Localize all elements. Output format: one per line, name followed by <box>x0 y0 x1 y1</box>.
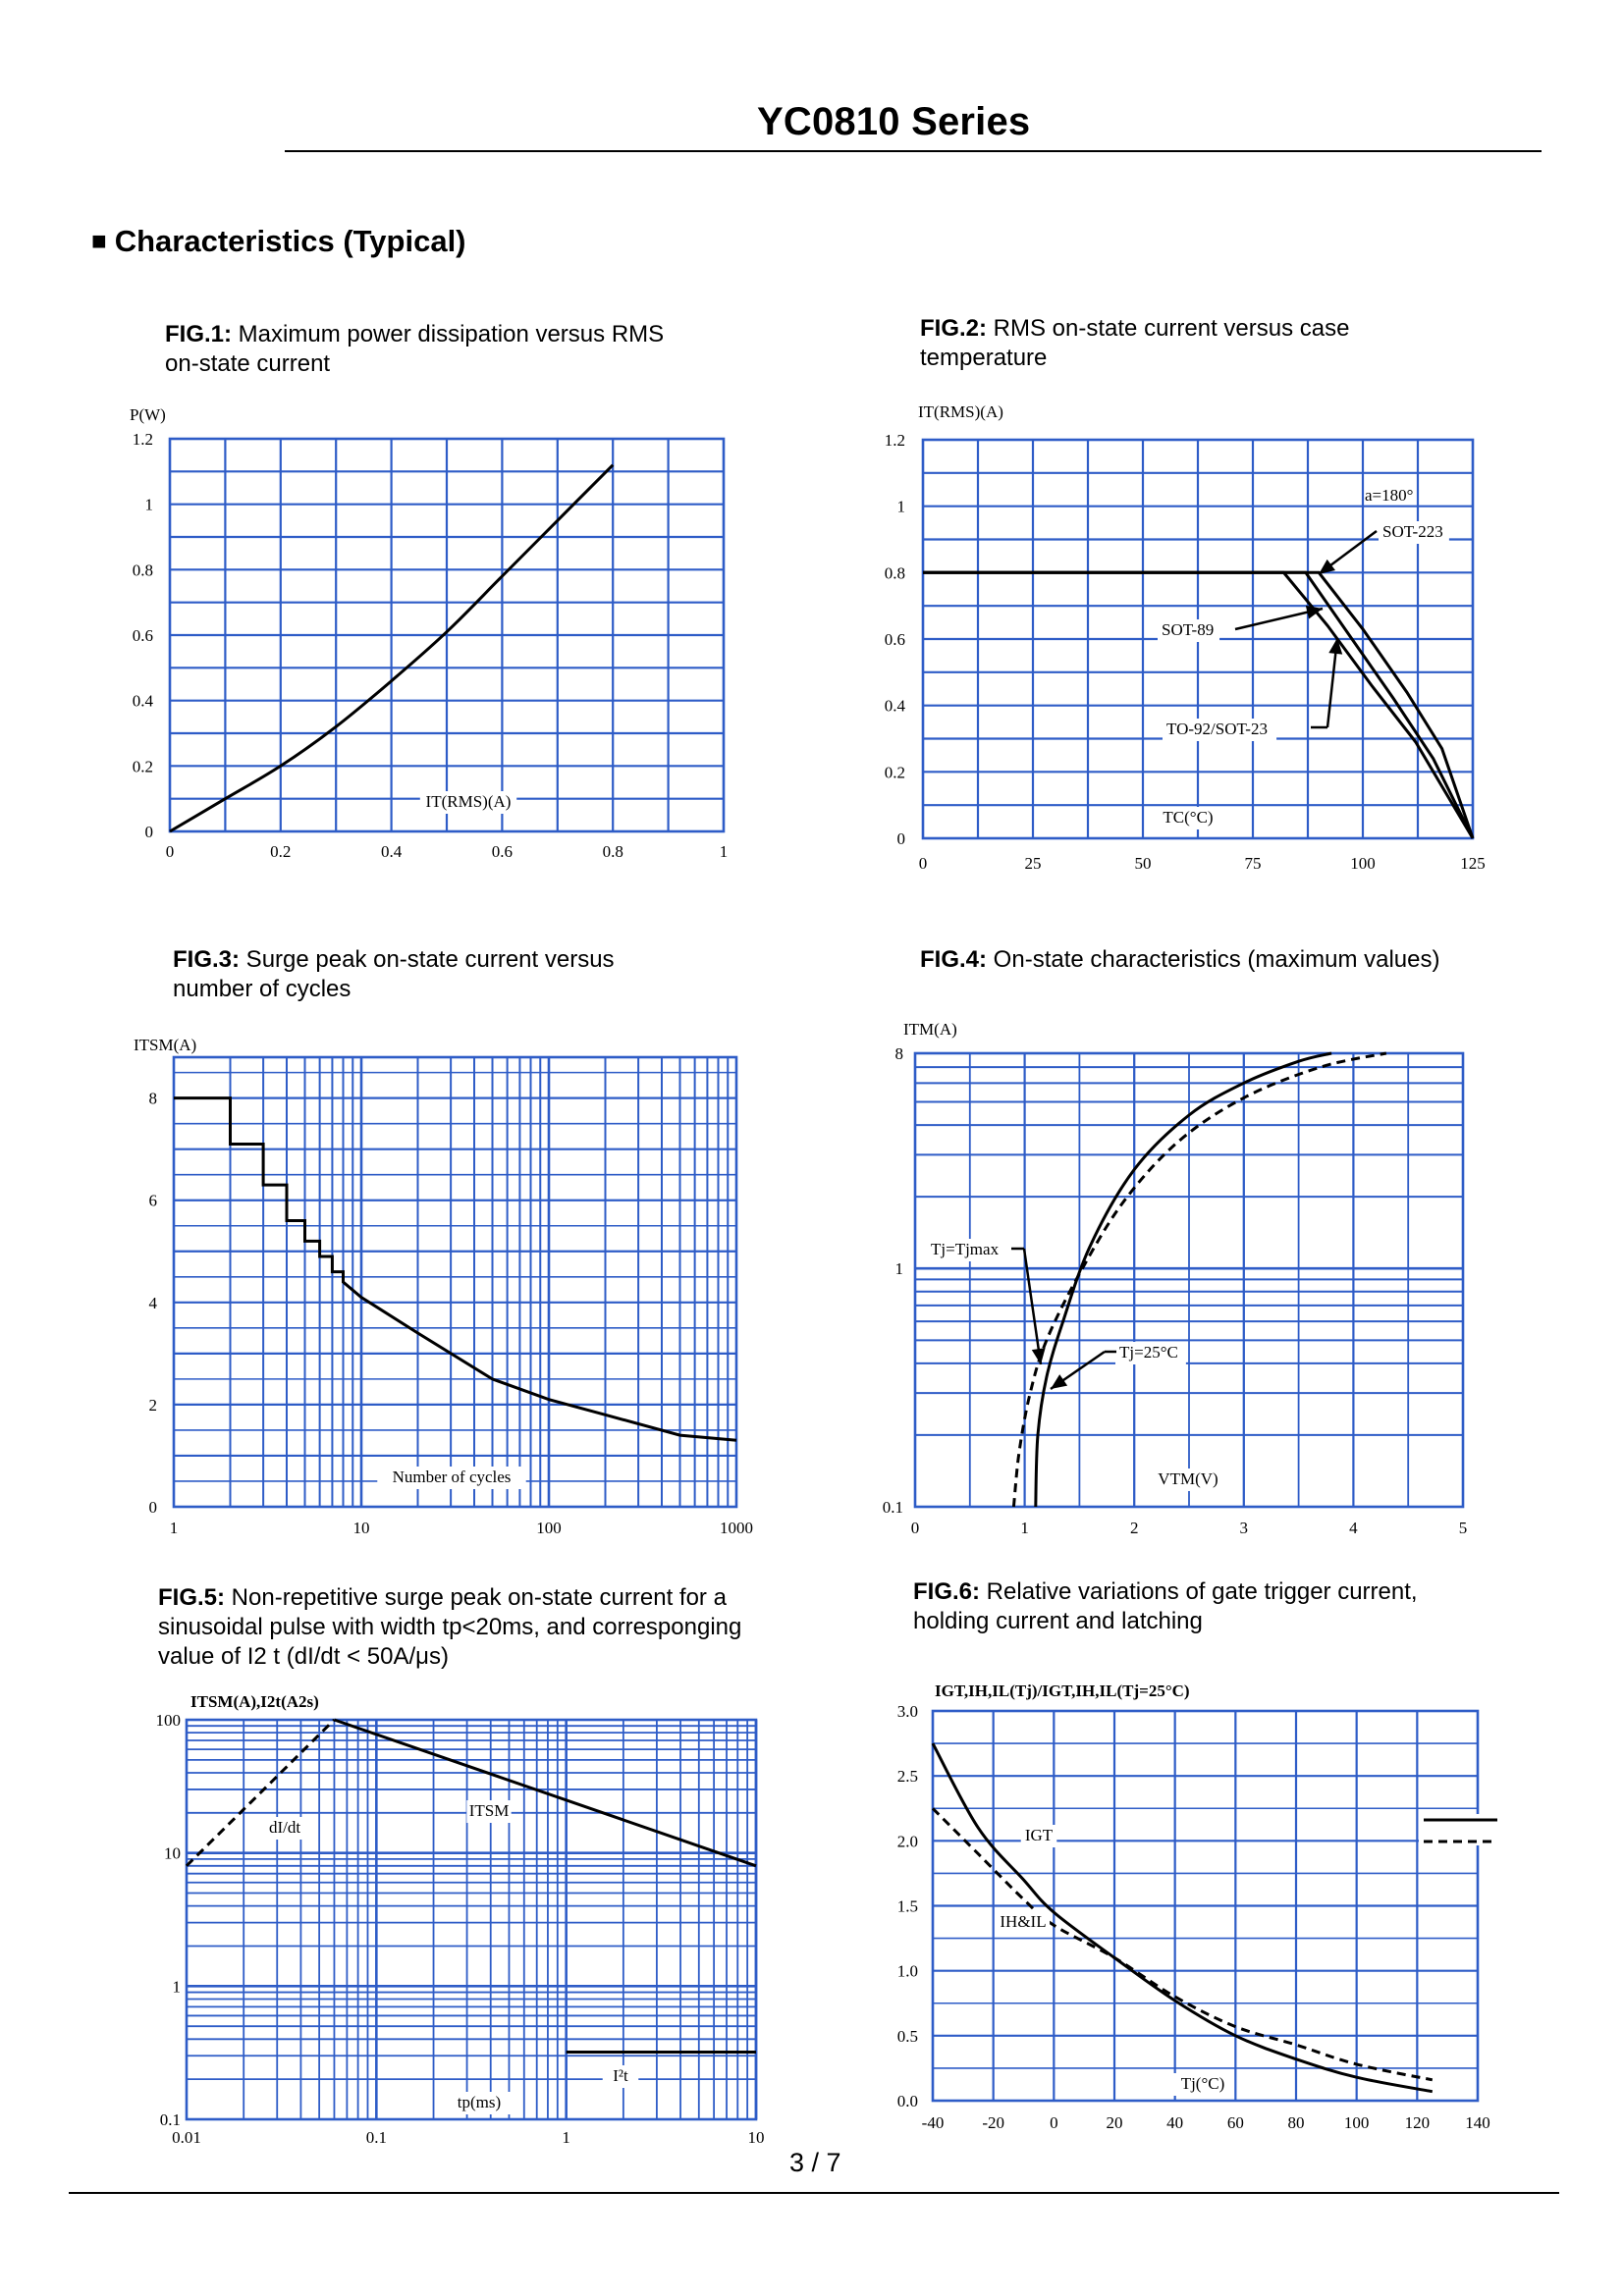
fig4-label: FIG.4: <box>920 946 988 973</box>
fig5-ylabel: ITSM(A),I2t(A2s) <box>190 1692 319 1711</box>
fig1-ytick-label: 0.8 <box>132 561 153 580</box>
fig4-arrow-tjmax <box>1024 1249 1041 1364</box>
fig1-xtick-label: 0.2 <box>270 842 292 861</box>
fig2-ytick-label: 1 <box>896 497 905 516</box>
fig5-xtick-label: 1 <box>562 2128 570 2147</box>
fig4-ytick-label: 1 <box>894 1259 903 1279</box>
fig4-xtick-label: 3 <box>1239 1519 1249 1537</box>
fig3-xtick-label: 1 <box>169 1519 179 1537</box>
fig3-xtick-label: 10 <box>352 1519 370 1537</box>
fig5-ytick-label: 1 <box>172 1977 181 1997</box>
fig2-ytick-label: 0.6 <box>884 630 905 649</box>
fig6-ytick-label: 3.0 <box>896 1702 918 1721</box>
section-title: Characteristics (Typical) <box>114 224 466 258</box>
fig3-xtick-label: 1000 <box>720 1519 753 1537</box>
fig3-xlabel: Number of cycles <box>392 1468 512 1486</box>
footer-rule <box>69 2192 1559 2194</box>
fig3-ytick-label: 8 <box>148 1089 157 1108</box>
fig4-xtick-label: 1 <box>1020 1519 1029 1537</box>
fig6-xtick-label: -40 <box>921 2113 945 2132</box>
fig1-ytick-label: 0 <box>144 823 153 841</box>
fig2-ylabel: IT(RMS)(A) <box>918 402 1003 421</box>
fig5-xtick-label: 0.01 <box>172 2128 201 2147</box>
section-bullet-icon: ■ <box>91 226 107 255</box>
fig1-label: FIG.1: <box>165 321 233 347</box>
page-title: YC0810 Series <box>757 100 1031 143</box>
fig6-xtick-label: 40 <box>1166 2113 1184 2132</box>
fig4-caption-line1: On-state characteristics (maximum values) <box>987 946 1440 973</box>
fig4-ytick-label: 0.1 <box>882 1498 903 1517</box>
fig1-xtick-label: 1 <box>719 842 729 861</box>
fig5-ytick-label: 10 <box>164 1843 181 1863</box>
fig3-plot-frame <box>174 1057 736 1507</box>
fig6-xtick-label: -20 <box>982 2113 1005 2132</box>
fig4-ylabel: ITM(A) <box>903 1020 957 1039</box>
fig3-ylabel: ITSM(A) <box>134 1036 197 1054</box>
fig2-annotation-angle: a=180° <box>1365 486 1414 505</box>
fig4-xlabel: VTM(V) <box>1158 1469 1218 1488</box>
fig4-xtick-label: 2 <box>1129 1519 1139 1537</box>
fig3-ytick-label: 2 <box>148 1395 157 1415</box>
fig2-xlabel: TC(°C) <box>1163 808 1214 827</box>
fig6-ytick-label: 2.5 <box>896 1767 918 1787</box>
fig1-ytick-label: 1.2 <box>132 430 153 449</box>
fig2-arrow-to92-head <box>1328 638 1342 655</box>
fig1-xtick-label: 0.4 <box>380 842 403 861</box>
fig1-xtick-label: 0 <box>165 842 175 861</box>
fig6-annotation-igt: IGT <box>1024 1826 1054 1844</box>
fig1-xlabel: IT(RMS)(A) <box>425 792 512 811</box>
fig1-xtick-label: 0.6 <box>491 842 514 861</box>
fig5-ytick-label: 100 <box>155 1711 181 1730</box>
fig2-caption-line1: RMS on-state current versus case <box>987 315 1350 342</box>
fig5-annotation-didt: dI/dt <box>268 1818 301 1837</box>
page-number: 3 / 7 <box>789 2148 841 2177</box>
fig6-annotation-ihil: IH&IL <box>1000 1912 1047 1931</box>
fig5-label: FIG.5: <box>158 1584 226 1611</box>
fig4-annotation-tjmax: Tj=Tjmax <box>931 1240 1000 1258</box>
fig2-xtick-label: 125 <box>1460 854 1486 873</box>
fig6-xtick-label: 100 <box>1343 2113 1370 2132</box>
fig6-caption-line1: Relative variations of gate trigger current, <box>980 1578 1418 1605</box>
fig4-ytick-label: 8 <box>894 1044 903 1063</box>
fig2-annotation-sot223: SOT-223 <box>1382 522 1443 541</box>
fig3-ytick-label: 4 <box>148 1293 157 1312</box>
fig6-xtick-label: 20 <box>1106 2113 1123 2132</box>
fig6-xtick-label: 140 <box>1465 2113 1490 2132</box>
fig2-ytick-label: 1.2 <box>884 431 905 450</box>
fig6-ytick-label: 1.0 <box>896 1961 918 1981</box>
fig2-xtick-label: 100 <box>1350 854 1376 873</box>
fig6-ytick-label: 2.0 <box>896 1832 918 1851</box>
fig6-ytick-label: 0.5 <box>896 2026 918 2046</box>
fig3-caption-line2: number of cycles <box>173 976 352 1002</box>
fig3-caption-line1: Surge peak on-state current versus <box>240 946 615 973</box>
fig5-annotation-i2t: I²t <box>613 2066 628 2085</box>
fig2-annotation-sot89: SOT-89 <box>1162 620 1215 639</box>
fig5-xlabel: tp(ms) <box>457 2093 502 2111</box>
fig1-caption-line2: on-state current <box>165 350 331 377</box>
fig3-ytick-label: 6 <box>148 1191 157 1210</box>
fig6-label: FIG.6: <box>913 1578 981 1605</box>
fig5-caption-line3: value of I2 t (dI/dt < 50A/μs) <box>158 1643 449 1670</box>
fig5-ytick-label: 0.1 <box>159 2110 181 2129</box>
fig4-xtick-label: 4 <box>1349 1519 1358 1537</box>
fig6-xtick-label: 80 <box>1287 2113 1305 2132</box>
fig2-xtick-label: 75 <box>1244 854 1262 873</box>
fig2-ytick-label: 0.4 <box>884 696 905 716</box>
fig6-ytick-label: 0.0 <box>896 2092 918 2110</box>
fig5-xtick-label: 0.1 <box>365 2128 387 2147</box>
fig2-xtick-label: 25 <box>1024 854 1042 873</box>
fig5-caption-line1: Non-repetitive surge peak on-state current for a <box>225 1584 727 1611</box>
fig4-arrow-tj25-head <box>1051 1374 1067 1389</box>
fig3-xtick-label: 100 <box>536 1519 562 1537</box>
fig3-label: FIG.3: <box>173 946 241 973</box>
fig3-ytick-label: 0 <box>148 1498 157 1517</box>
fig2-label: FIG.2: <box>920 315 988 342</box>
fig5-series-itsm <box>334 1720 756 1866</box>
fig2-xtick-label: 50 <box>1134 854 1152 873</box>
fig2-ytick-label: 0.8 <box>884 563 905 583</box>
fig4-xtick-label: 0 <box>910 1519 920 1537</box>
fig6-xtick-label: 0 <box>1050 2113 1058 2132</box>
fig6-xtick-label: 120 <box>1404 2113 1431 2132</box>
fig5-series-didt <box>187 1720 334 1866</box>
fig5-annotation-itsm: ITSM <box>468 1801 510 1820</box>
fig1-xtick-label: 0.8 <box>602 842 623 861</box>
fig1-ytick-label: 0.4 <box>132 691 153 711</box>
fig2-xtick-label: 0 <box>918 854 928 873</box>
fig6-ylabel: IGT,IH,IL(Tj)/IGT,IH,IL(Tj=25°C) <box>935 1682 1190 1700</box>
fig2-ytick-label: 0 <box>896 829 905 848</box>
fig4-annotation-tj25: Tj=25°C <box>1119 1343 1178 1362</box>
fig6-xtick-label: 60 <box>1226 2113 1244 2132</box>
fig1-ytick-label: 0.6 <box>132 626 153 645</box>
fig2-caption-line2: temperature <box>920 345 1048 371</box>
fig1-ylabel: P(W) <box>130 405 166 424</box>
fig1-ytick-label: 1 <box>144 495 153 514</box>
fig1-caption-line1: Maximum power dissipation versus RMS <box>232 321 665 347</box>
fig6-xlabel: Tj(°C) <box>1180 2074 1225 2093</box>
fig1-ytick-label: 0.2 <box>132 757 153 776</box>
fig6-ytick-label: 1.5 <box>896 1896 918 1916</box>
fig5-xtick-label: 10 <box>747 2128 765 2147</box>
fig6-caption-line2: holding current and latching <box>913 1608 1203 1634</box>
fig4-xtick-label: 5 <box>1458 1519 1468 1537</box>
fig2-annotation-to92: TO-92/SOT-23 <box>1166 720 1268 738</box>
fig2-ytick-label: 0.2 <box>884 763 905 782</box>
fig5-caption-line2: sinusoidal pulse with width tp<20ms, and corresponging <box>158 1614 742 1640</box>
